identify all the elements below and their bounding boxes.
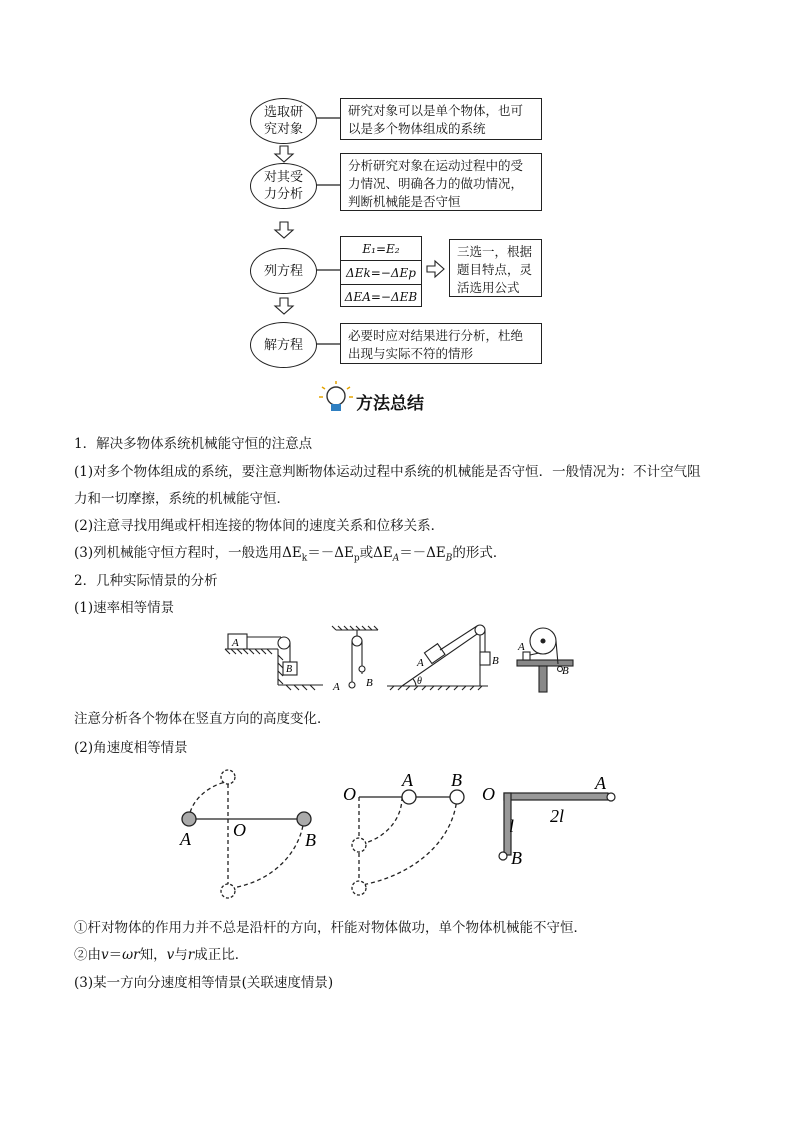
para-heading-2: 2．几种实际情景的分析: [74, 573, 218, 589]
para-2-2-point-1: ①杆对物体的作用力并不总是沿杆的方向，杆能对物体做功，单个物体机械能不守恒．: [74, 920, 587, 936]
para-2-1-note: 注意分析各个物体在竖直方向的高度变化．: [74, 711, 331, 727]
step-force-analysis: 对其受 力分析: [250, 163, 317, 209]
label-B: B: [451, 770, 462, 790]
label-l: l: [509, 816, 515, 836]
label-A: A: [333, 681, 340, 693]
label-B: B: [305, 830, 316, 850]
label-B: B: [492, 655, 499, 667]
para-1-2: (2)注意寻找用绳或杆相连接的物体间的速度关系和位移关系．: [74, 518, 445, 534]
section-title: 方法总结: [356, 394, 424, 414]
para-1-3: (3)列机械能守恒方程时，一般选用$\Delta E_k=-\Delta E_p$或$\Delta E_A=-\Delta E_B$的形式．: [74, 545, 507, 564]
step-force-analysis-desc: 分析研究对象在运动过程中的受 力情况、明确各力的做功情况， 判断机械能是否守恒: [340, 153, 542, 211]
para-2-2: (2)角速度相等情景: [74, 740, 188, 756]
label-O: O: [343, 784, 356, 804]
label-O: O: [482, 784, 495, 804]
equation-option-1: E₁=E₂: [341, 237, 421, 261]
label-theta: θ: [417, 676, 422, 687]
label-2l: 2l: [550, 806, 565, 826]
para-2-3: (3)某一方向分速度相等情景(关联速度情景): [74, 975, 334, 991]
label-A: A: [417, 657, 424, 669]
equation-choice-note: 三选一，根据 题目特点，灵 活选用公式: [449, 239, 542, 297]
step-select-object: 选取研 究对象: [250, 98, 317, 144]
lightbulb-icon: [316, 380, 356, 416]
step-write-equation: 列方程: [250, 248, 317, 294]
label-B: B: [511, 848, 522, 868]
scenario-wheel-table: [517, 628, 573, 692]
label-A: A: [402, 770, 413, 790]
step-solve-equation-desc: 必要时应对结果进行分析，杜绝 出现与实际不符的情形: [340, 323, 542, 364]
label-A: A: [180, 829, 191, 849]
scenario-incline: [387, 625, 490, 690]
label-A: A: [595, 773, 606, 793]
step-solve-equation: 解方程: [250, 322, 317, 368]
scenario-table-pulley: [225, 634, 323, 690]
para-2-1: (1)速率相等情景: [74, 600, 175, 616]
rod-rotation-diagram-1: [182, 770, 311, 898]
para-heading-1: 1．解决多物体系统机械能守恒的注意点: [74, 436, 313, 452]
para-1-1-cont: 力和一切摩擦，系统的机械能守恒．: [74, 491, 290, 507]
step-select-object-desc: 研究对象可以是单个物体，也可 以是多个物体组成的系统: [340, 98, 542, 140]
rod-rotation-diagram-2: [352, 790, 464, 895]
label-A: A: [518, 641, 525, 653]
para-1-1: (1)对多个物体组成的系统，要注意判断物体运动过程中系统的机械能是否守恒．一般情况为：不计空气阻: [74, 464, 701, 480]
label-O: O: [233, 820, 246, 840]
label-B: B: [286, 664, 293, 675]
equation-option-3: ΔEA=−ΔEB: [344, 289, 418, 304]
figure-equal-angular-velocity: [170, 760, 630, 900]
equation-option-2: ΔEk=−ΔEp: [341, 261, 421, 285]
para-2-2-point-2: ②由v＝ωr知，v与r成正比．: [74, 947, 249, 963]
equation-options: [340, 236, 422, 307]
figure-equal-speed: [220, 624, 590, 696]
label-B: B: [366, 677, 373, 689]
label-A: A: [232, 637, 239, 649]
label-B: B: [562, 665, 569, 677]
